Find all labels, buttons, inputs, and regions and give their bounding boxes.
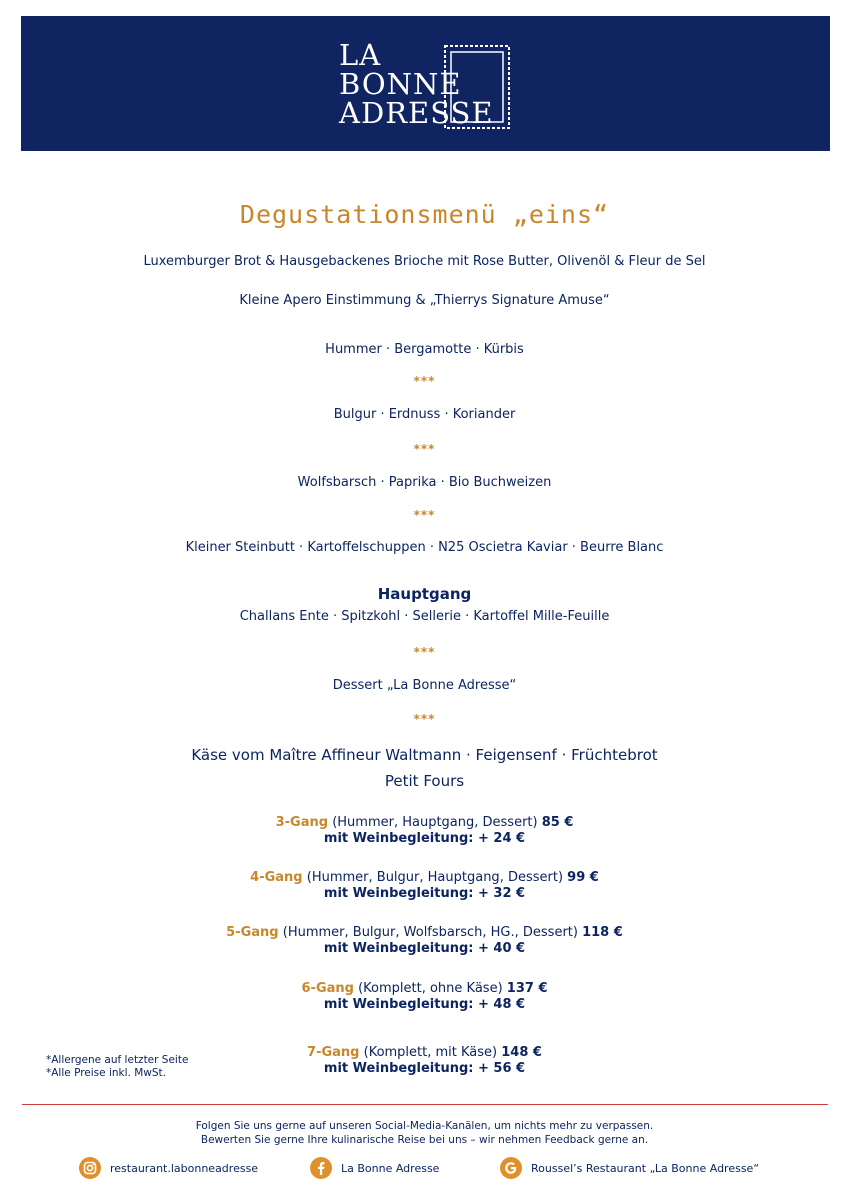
gang-description: (Hummer, Bulgur, Wolfsbarsch, HG., Dessert)	[278, 925, 583, 940]
instagram-icon	[79, 1157, 101, 1179]
petit-fours-line: Petit Fours	[384, 772, 465, 790]
separator-2: ***	[413, 442, 436, 456]
prices-note: *Alle Preise inkl. MwSt.	[46, 1067, 166, 1079]
google-link[interactable]	[500, 1155, 759, 1181]
wine-pairing: mit Weinbegleitung: + 32 €	[323, 886, 526, 901]
logo-line-3: ADRESSE	[339, 96, 494, 130]
facebook-icon	[310, 1157, 332, 1179]
price-option-4	[0, 870, 849, 902]
footer-message	[0, 1119, 849, 1147]
footer-line-2: Bewerten Sie gerne Ihre kulinarische Reise bei uns – wir nehmen Feedback gerne an.	[200, 1134, 649, 1146]
logo-line-2: BONNE	[339, 67, 462, 101]
gang-description: (Komplett, ohne Käse)	[353, 981, 507, 996]
restaurant-logo	[339, 38, 519, 133]
separator-4: ***	[413, 645, 436, 659]
menu-title: Degustationsmenü „eins“	[239, 200, 610, 229]
gang-description: (Komplett, mit Käse)	[359, 1045, 502, 1060]
course-hummer: Hummer · Bergamotte · Kürbis	[325, 342, 524, 357]
apero-line: Kleine Apero Einstimmung & „Thierrys Signature Amuse“	[239, 293, 610, 308]
dessert-line: Dessert „La Bonne Adresse“	[332, 678, 517, 693]
gang-description: (Hummer, Hauptgang, Dessert)	[328, 815, 542, 830]
course-bulgur: Bulgur · Erdnuss · Koriander	[333, 407, 516, 422]
gang-label: 6-Gang	[301, 981, 354, 996]
wine-pairing: mit Weinbegleitung: + 48 €	[323, 997, 526, 1012]
wine-pairing: mit Weinbegleitung: + 40 €	[323, 941, 526, 956]
allergens-note: *Allergene auf letzter Seite	[46, 1054, 189, 1066]
bread-line: Luxemburger Brot & Hausgebackenes Brioche mit Rose Butter, Olivenöl & Fleur de Sel	[143, 254, 706, 269]
gang-price: 137 €	[506, 981, 548, 996]
gang-label: 5-Gang	[226, 925, 279, 940]
separator-5: ***	[413, 712, 436, 726]
gang-price: 99 €	[567, 870, 599, 885]
instagram-handle: restaurant.labonneadresse	[110, 1161, 259, 1175]
gang-price: 148 €	[501, 1045, 542, 1060]
cheese-line: Käse vom Maître Affineur Waltmann · Feigensenf · Früchtebrot	[191, 746, 658, 764]
wine-pairing: mit Weinbegleitung: + 56 €	[323, 1061, 526, 1076]
main-course: Challans Ente · Spitzkohl · Sellerie · Kartoffel Mille-Feuille	[239, 609, 610, 624]
price-option-6	[0, 981, 849, 1013]
footer-divider	[22, 1104, 828, 1105]
logo-line-1: LA	[339, 38, 382, 72]
wine-pairing: mit Weinbegleitung: + 24 €	[323, 831, 526, 846]
main-course-heading: Hauptgang	[377, 585, 472, 603]
gang-price: 85 €	[541, 815, 574, 830]
instagram-link[interactable]	[79, 1155, 258, 1181]
google-listing: Roussel’s Restaurant „La Bonne Adresse“	[531, 1161, 760, 1175]
price-option-3	[0, 815, 849, 847]
gang-price: 118 €	[582, 925, 623, 940]
logo-wordmark	[339, 38, 494, 130]
separator-1: ***	[413, 374, 436, 388]
google-icon	[500, 1157, 522, 1179]
gang-label: 7-Gang	[307, 1045, 360, 1060]
separator-3: ***	[413, 508, 436, 522]
course-steinbutt: Kleiner Steinbutt · Kartoffelschuppen · N25 Oscietra Kaviar · Beurre Blanc	[185, 540, 664, 555]
footnotes	[46, 1054, 188, 1080]
gang-label: 3-Gang	[275, 815, 329, 830]
footer-line-1: Folgen Sie uns gerne auf unseren Social-Media-Kanälen, um nichts mehr zu verpassen.	[195, 1120, 654, 1132]
price-option-5	[0, 925, 849, 957]
facebook-link[interactable]	[310, 1155, 439, 1181]
course-wolfsbarsch: Wolfsbarsch · Paprika · Bio Buchweizen	[297, 475, 552, 490]
gang-label: 4-Gang	[250, 870, 303, 885]
gang-description: (Hummer, Bulgur, Hauptgang, Dessert)	[302, 870, 568, 885]
header-banner	[21, 16, 830, 151]
facebook-page: La Bonne Adresse	[341, 1161, 440, 1175]
